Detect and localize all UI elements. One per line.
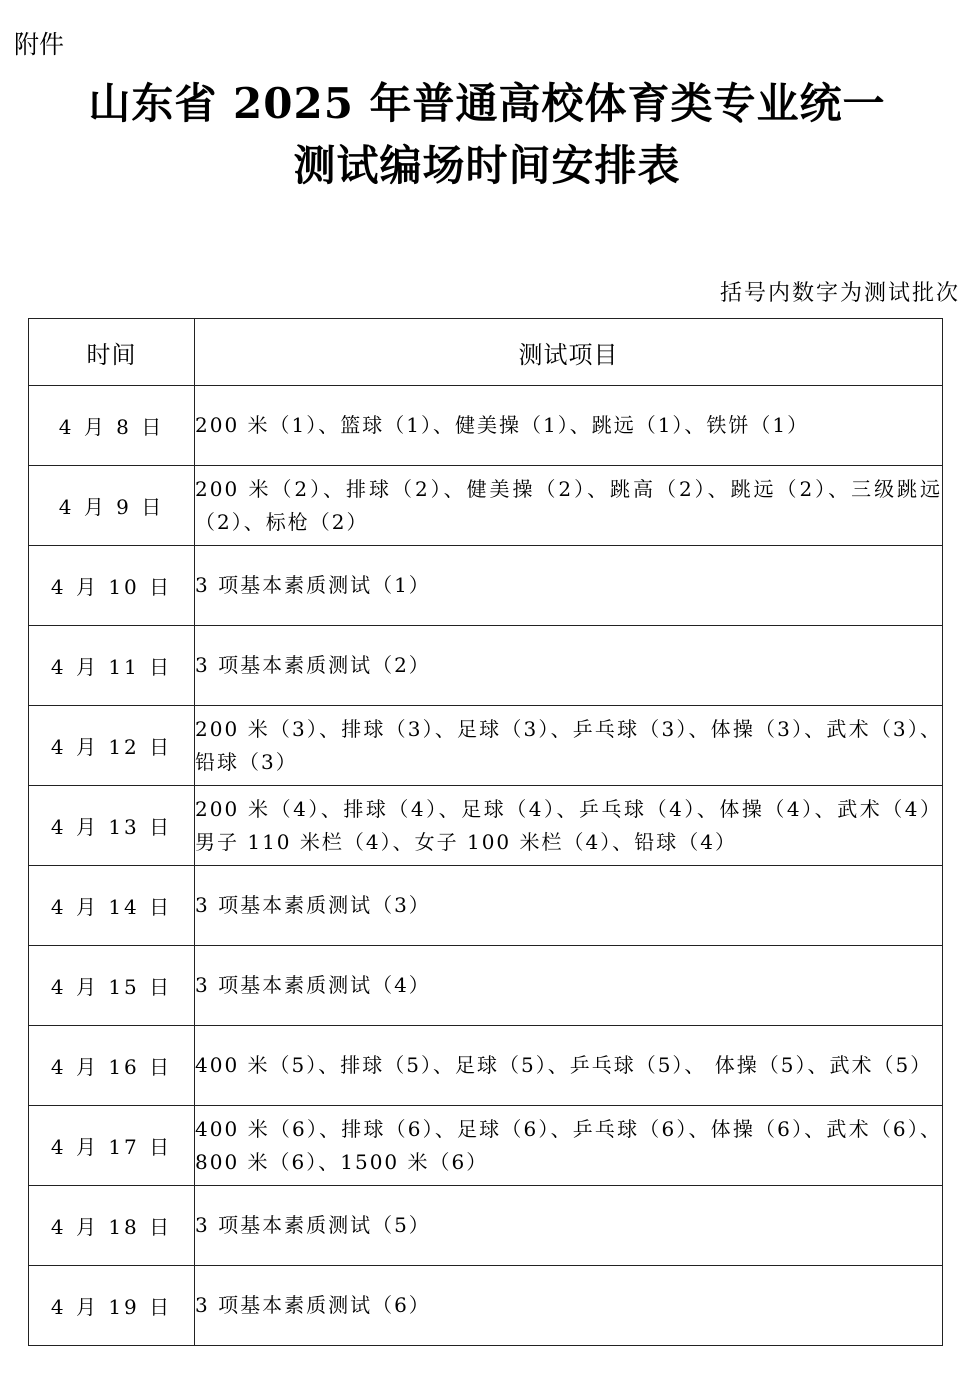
row-test-items: 3 项基本素质测试（1） [195,546,943,626]
document-title-line-2: 测试编场时间安排表 [293,141,681,190]
row-date: 4 月 14 日 [29,866,195,946]
document-title-line-1: 山东省 2025 年普通高校体育类专业统一 [88,79,886,128]
row-date: 4 月 16 日 [29,1026,195,1106]
table-header-row [29,319,943,386]
row-test-items: 200 米（4）、排球（4）、足球（4）、乒乓球（4）、体操（4）、武术（4）男子 110 米栏（4）、女子 100 米栏（4）、铅球（4） [195,786,943,866]
row-test-items: 400 米（6）、排球（6）、足球（6）、乒乓球（6）、体操（6）、武术（6）、800 米（6）、1500 米（6） [195,1106,943,1186]
row-date: 4 月 9 日 [29,466,195,546]
row-date: 4 月 8 日 [29,386,195,466]
row-date: 4 月 19 日 [29,1266,195,1346]
row-test-items: 200 米（2）、排球（2）、健美操（2）、跳高（2）、跳远（2）、三级跳远（2）、标枪（2） [195,466,943,546]
table-row [29,626,943,706]
row-test-items: 200 米（3）、排球（3）、足球（3）、乒乓球（3）、体操（3）、武术（3）、铅球（3） [195,706,943,786]
table-row [29,946,943,1026]
table-row [29,786,943,866]
row-test-items: 400 米（5）、排球（5）、足球（5）、乒乓球（5）、 体操（5）、武术（5） [195,1026,943,1106]
table-row [29,1186,943,1266]
table-row [29,386,943,466]
table-row [29,706,943,786]
row-date: 4 月 15 日 [29,946,195,1026]
row-test-items: 3 项基本素质测试（4） [195,946,943,1026]
table-row [29,1266,943,1346]
row-test-items: 3 项基本素质测试（5） [195,1186,943,1266]
table-row [29,546,943,626]
table-row [29,466,943,546]
row-date: 4 月 12 日 [29,706,195,786]
attachment-label: 附件 [14,30,65,59]
batch-number-note: 括号内数字为测试批次 [719,281,960,306]
row-date: 4 月 18 日 [29,1186,195,1266]
row-test-items: 3 项基本素质测试（3） [195,866,943,946]
row-date: 4 月 11 日 [29,626,195,706]
table-row [29,1026,943,1106]
row-test-items: 3 项基本素质测试（2） [195,626,943,706]
schedule-table [28,318,943,1346]
row-date: 4 月 13 日 [29,786,195,866]
row-date: 4 月 10 日 [29,546,195,626]
header-date: 时间 [29,319,195,386]
row-date: 4 月 17 日 [29,1106,195,1186]
header-test-items: 测试项目 [195,319,943,386]
row-test-items: 200 米（1）、篮球（1）、健美操（1）、跳远（1）、铁饼（1） [195,386,943,466]
table-row [29,866,943,946]
row-test-items: 3 项基本素质测试（6） [195,1266,943,1346]
table-row [29,1106,943,1186]
